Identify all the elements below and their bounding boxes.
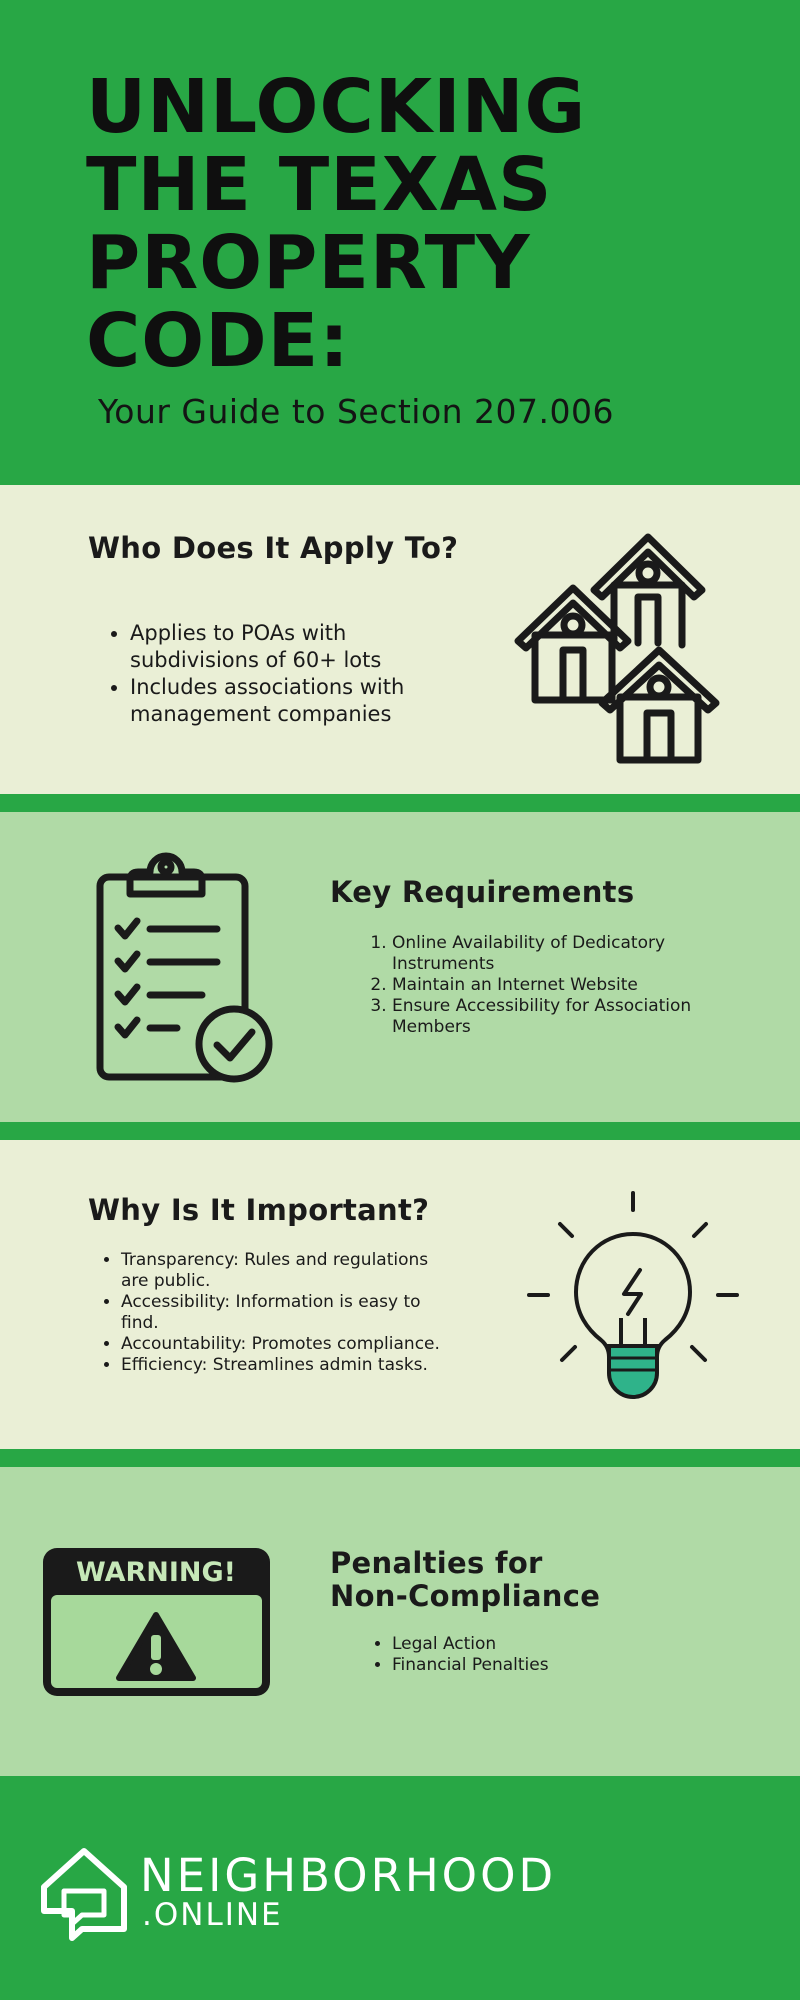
page-title: UNLOCKING THE TEXAS PROPERTY CODE:	[86, 64, 587, 384]
list-item: 3. Ensure Accessibility for Association Members	[392, 996, 732, 1038]
section-why-important	[0, 1140, 800, 1449]
list-item: • Legal Action	[392, 1634, 632, 1655]
warning-sign-icon	[40, 1545, 273, 1699]
requirements-list	[392, 933, 732, 1038]
importance-list	[121, 1250, 461, 1376]
section-heading-applies: Who Does It Apply To?	[88, 531, 459, 565]
list-item: • Transparency: Rules and regulations are public.	[121, 1250, 461, 1292]
footer-brand	[0, 1776, 800, 2000]
section-heading-importance: Why Is It Important?	[88, 1193, 430, 1227]
brand-name: NEIGHBORHOOD	[140, 1849, 557, 1902]
brand-tld: .ONLINE	[142, 1897, 283, 1933]
clipboard-checklist-icon	[92, 842, 282, 1092]
section-heading-penalties: Penalties for Non-Compliance	[330, 1546, 601, 1613]
list-item: • Applies to POAs with subdivisions of 60+ lots	[130, 620, 460, 674]
page-subtitle: Your Guide to Section 207.006	[98, 392, 615, 431]
penalties-list	[392, 1634, 632, 1676]
warning-label: WARNING!	[76, 1557, 236, 1588]
list-item: • Accountability: Promotes compliance.	[121, 1334, 461, 1355]
list-item: • Efficiency: Streamlines admin tasks.	[121, 1355, 461, 1376]
list-item: 1. Online Availability of Dedicatory Instruments	[392, 933, 732, 975]
lightbulb-icon	[520, 1188, 750, 1412]
list-item: • Accessibility: Information is easy to find.	[121, 1292, 461, 1334]
section-penalties	[0, 1467, 800, 1776]
applies-list	[130, 620, 460, 728]
house-chat-logo-icon	[38, 1845, 130, 1941]
section-key-requirements	[0, 812, 800, 1122]
section-heading-requirements: Key Requirements	[330, 875, 635, 909]
list-item: • Financial Penalties	[392, 1655, 632, 1676]
list-item: 2. Maintain an Internet Website	[392, 975, 732, 996]
list-item: • Includes associations with management companies	[130, 674, 460, 728]
houses-icon	[512, 515, 754, 767]
header-banner	[0, 0, 800, 485]
section-who-applies	[0, 485, 800, 794]
